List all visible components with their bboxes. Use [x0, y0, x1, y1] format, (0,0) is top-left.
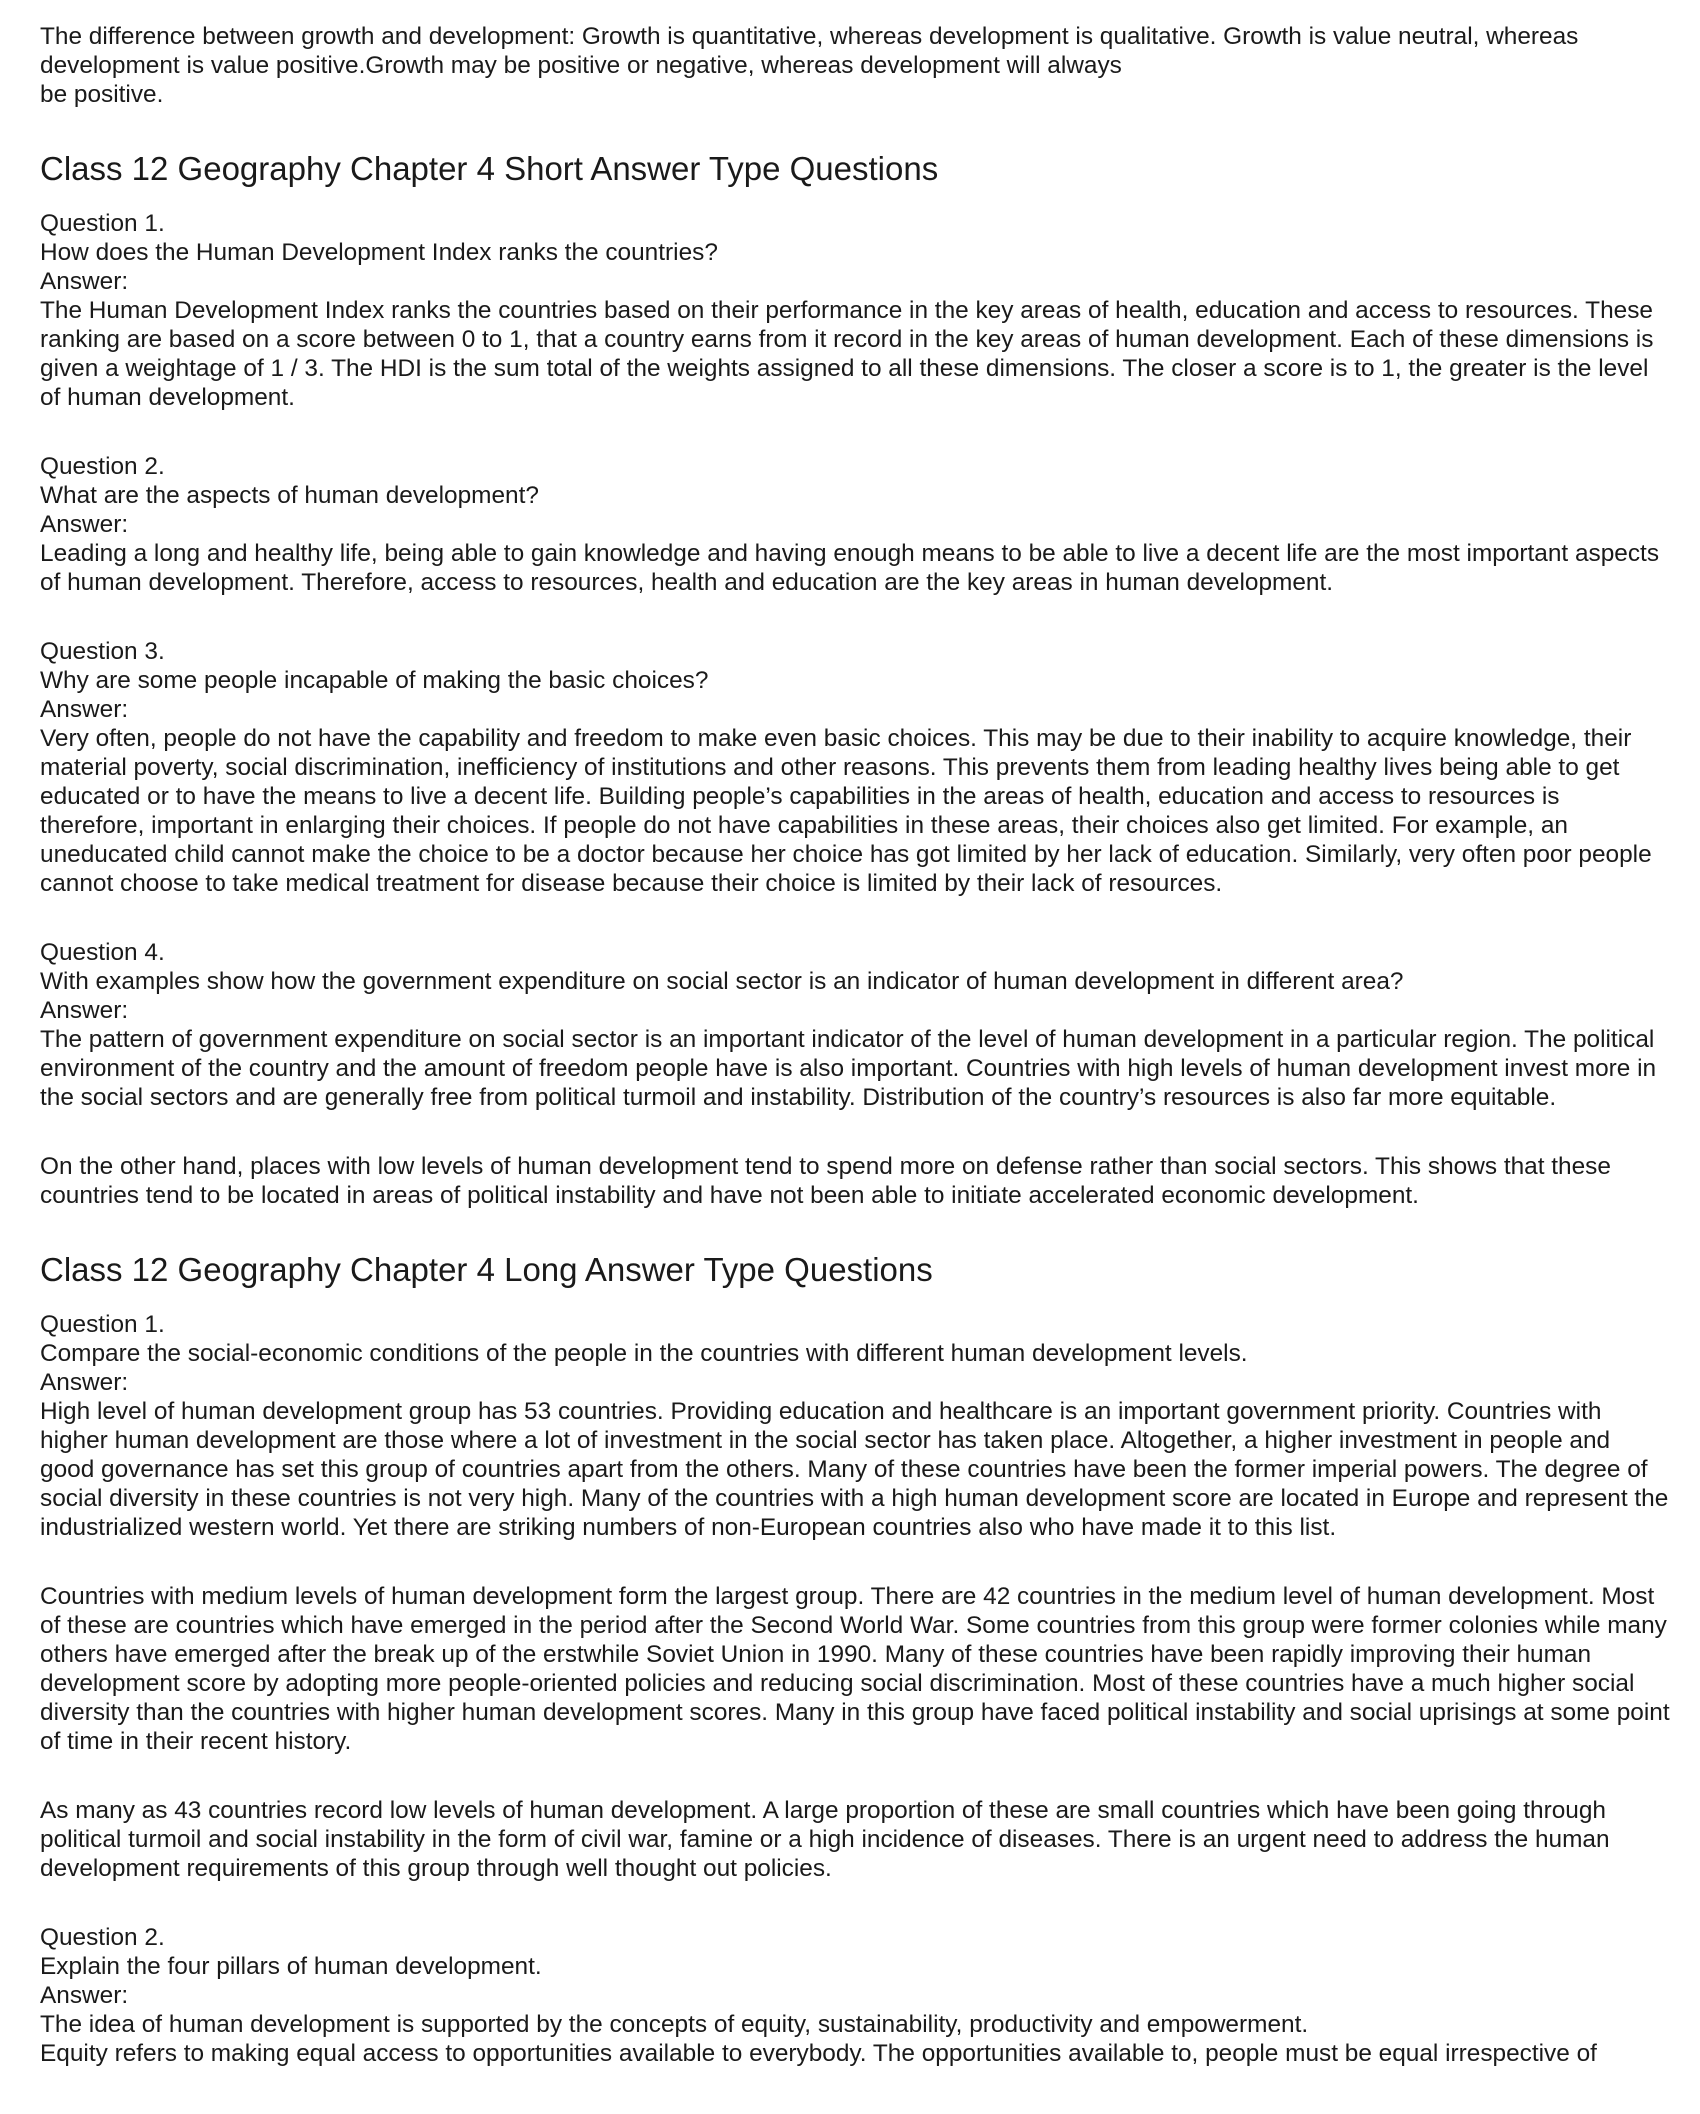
question-label: Question 4.	[40, 939, 165, 966]
question-label: Question 1.	[40, 1311, 165, 1338]
answer-label: Answer:	[40, 1982, 129, 2009]
answer-paragraph-low-levels: As many as 43 countries record low levels of human development. A large proportion of these are small countries which have been going through political turmoil and social instability in the form of civil war, famine or a high incidence of diseases. There is an urgent need to address the human development requirements of this group through well thought out policies.	[40, 1797, 1610, 1882]
answer-text: The Human Development Index ranks the countries based on their performance in the key areas of health, education and access to resources. These ranking are based on a score between 0 to 1, that a country earns from it record in the key areas of human development. Each of these dimensions is given a weightage of 1 / 3. The HDI is the sum total of the weights assigned to all these dimensions. The closer a score is to 1, the greater is the level of human development.	[40, 297, 1654, 411]
question-label: Question 2.	[40, 1924, 165, 1951]
short-question-2	[40, 452, 1670, 597]
answer-text: The pattern of government expenditure on social sector is an important indicator of the level of human development in a particular region. The political environment of the country and the amount of freedom people have is also important. Countries with high levels of human development invest more in the social sectors and are generally free from political turmoil and instability. Distribution of the country’s resources is also far more equitable.	[40, 1026, 1657, 1111]
question-label: Question 1.	[40, 210, 165, 237]
document-page	[40, 22, 1670, 2068]
answer-label: Answer:	[40, 268, 129, 295]
answer-text-continued: Equity refers to making equal access to opportunities available to everybody. The opportunities available to, people must be equal irrespective of	[40, 2040, 1597, 2067]
intro-paragraph: The difference between growth and development: Growth is quantitative, whereas development is qualitative. Growth is value neutral, whereas development is value positive.Growth may be positive or negative, whereas development will always be positive.	[40, 23, 1579, 108]
answer-continuation-paragraph: On the other hand, places with low levels of human development tend to spend more on defense rather than social sectors. This shows that these countries tend to be located in areas of political instability and have not been able to initiate accelerated economic development.	[40, 1153, 1611, 1209]
long-question-2	[40, 1923, 1670, 2068]
answer-text: Leading a long and healthy life, being able to gain knowledge and having enough means to be able to live a decent life are the most important aspects of human development. Therefore, access to resources, health and education are the key areas in human development.	[40, 540, 1660, 596]
long-answer-heading: Class 12 Geography Chapter 4 Long Answer Type Questions	[40, 1251, 933, 1288]
short-question-4	[40, 938, 1670, 1112]
question-label: Question 3.	[40, 638, 165, 665]
question-text: With examples show how the government expenditure on social sector is an indicator of human development in different area?	[40, 968, 1404, 995]
short-question-3	[40, 637, 1670, 898]
long-question-1	[40, 1310, 1670, 1542]
answer-paragraph-medium-levels: Countries with medium levels of human development form the largest group. There are 42 countries in the medium level of human development. Most of these are countries which have emerged in the period after the Second World War. Some countries from this group were former colonies while many others have emerged after the break up of the erstwhile Soviet Union in 1990. Many of these countries have been rapidly improving their human development score by adopting more people-oriented policies and reducing social discrimination. Most of these countries have a much higher social diversity than the countries with higher human development scores. Many in this group have faced political instability and social uprisings at some point of time in their recent history.	[40, 1583, 1670, 1755]
question-text: What are the aspects of human development?	[40, 482, 539, 509]
answer-text: Very often, people do not have the capability and freedom to make even basic choices. This may be due to their inability to acquire knowledge, their material poverty, social discrimination, inefficiency of institutions and other reasons. This prevents them from leading healthy lives being able to get educated or to have the means to live a decent life. Building people’s capabilities in the areas of health, education and access to resources is therefore, important in enlarging their choices. If people do not have capabilities in these areas, their choices also get limited. For example, an uneducated child cannot make the choice to be a doctor because her choice has got limited by her lack of education. Similarly, very often poor people cannot choose to take medical treatment for disease because their choice is limited by their lack of resources.	[40, 725, 1652, 897]
answer-label: Answer:	[40, 696, 129, 723]
answer-label: Answer:	[40, 1369, 129, 1396]
question-text: Compare the social-economic conditions of the people in the countries with different human development levels.	[40, 1340, 1248, 1367]
question-text: Why are some people incapable of making the basic choices?	[40, 667, 709, 694]
question-text: How does the Human Development Index ranks the countries?	[40, 239, 718, 266]
question-label: Question 2.	[40, 453, 165, 480]
answer-label: Answer:	[40, 997, 129, 1024]
short-question-1	[40, 209, 1670, 412]
question-text: Explain the four pillars of human development.	[40, 1953, 542, 1980]
answer-label: Answer:	[40, 511, 129, 538]
answer-text: High level of human development group has 53 countries. Providing education and healthcare is an important government priority. Countries with higher human development are those where a lot of investment in the social sector has taken place. Altogether, a higher investment in people and good governance has set this group of countries apart from the others. Many of these countries have been the former imperial powers. The degree of social diversity in these countries is not very high. Many of the countries with a high human development score are located in Europe and represent the industrialized western world. Yet there are striking numbers of non-European countries also who have made it to this list.	[40, 1398, 1669, 1541]
short-answer-heading: Class 12 Geography Chapter 4 Short Answer Type Questions	[40, 150, 939, 187]
answer-text: The idea of human development is supported by the concepts of equity, sustainability, productivity and empowerment.	[40, 2011, 1309, 2038]
